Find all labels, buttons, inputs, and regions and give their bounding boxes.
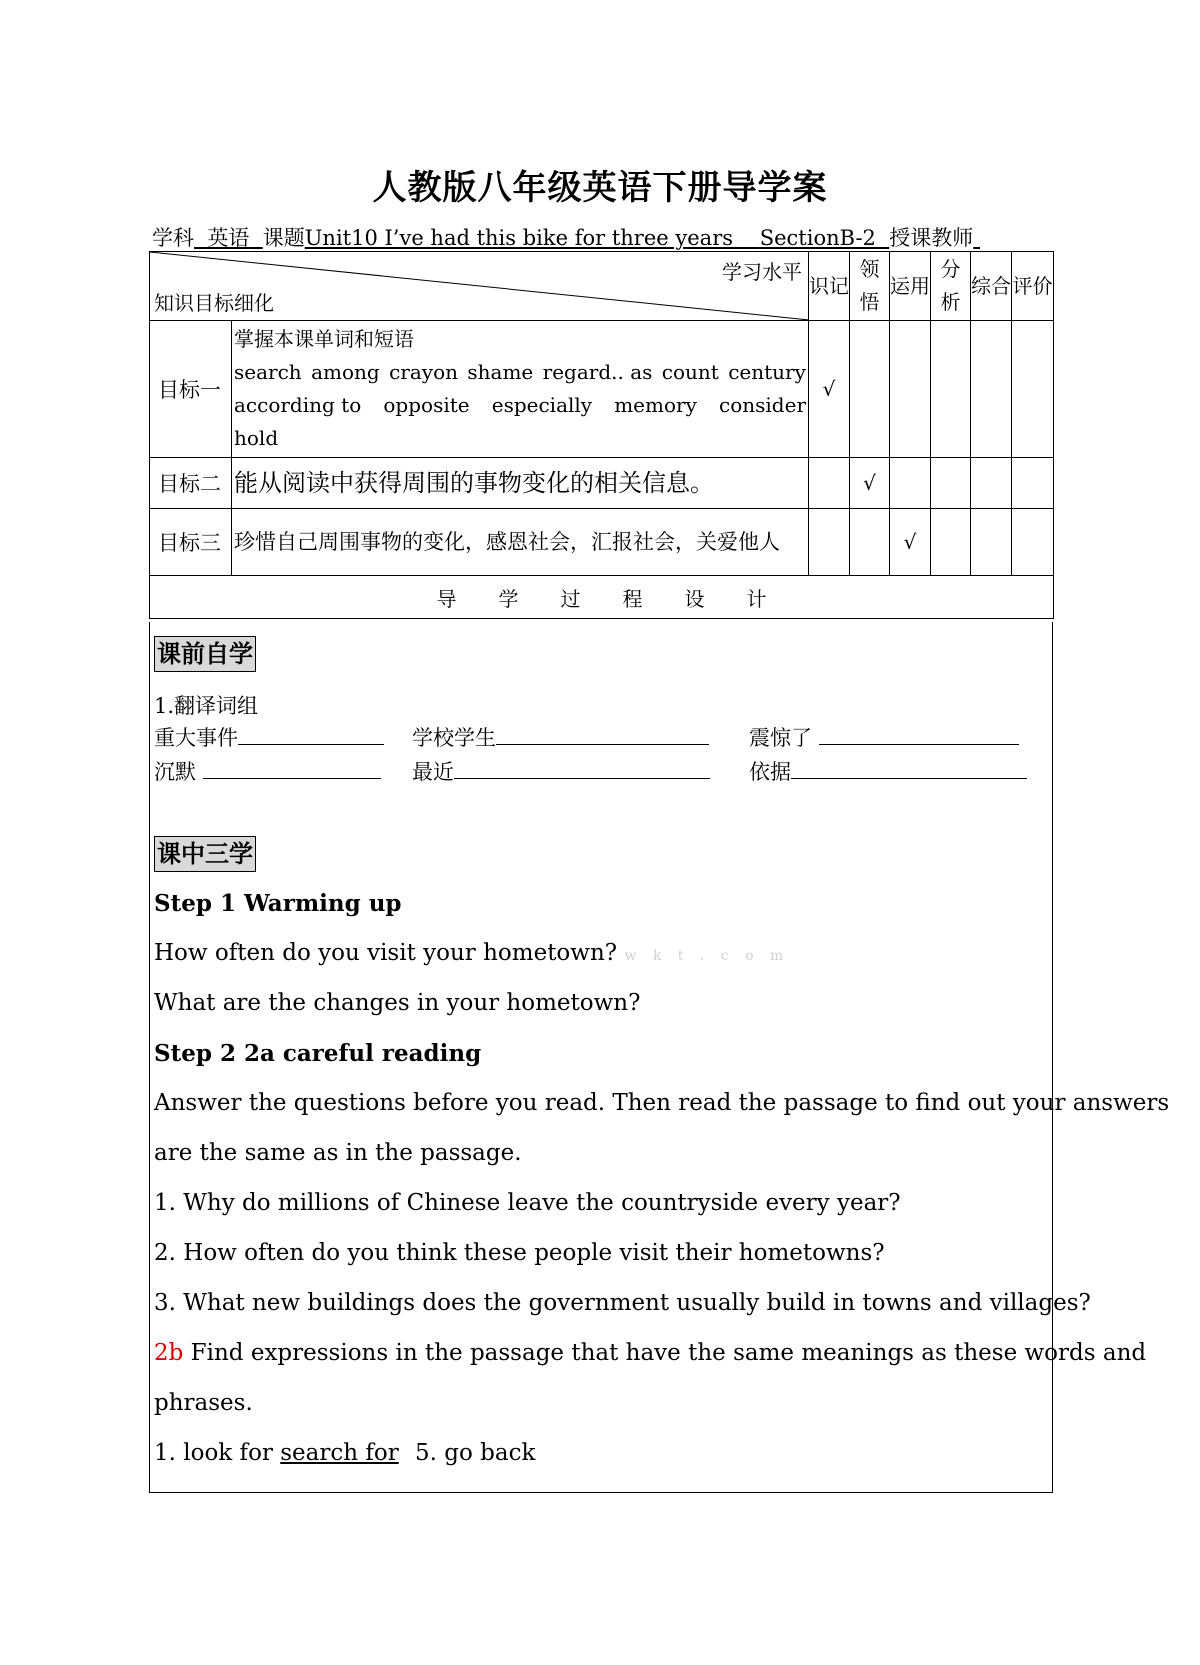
table-row xyxy=(150,458,1054,509)
table-row xyxy=(150,509,1054,576)
level-header: 运用 xyxy=(890,252,931,321)
topic-label: 课题 xyxy=(262,226,305,250)
task-2b-instruction: 2b Find expressions in the passage that have the same meanings as these words and xyxy=(154,1340,1147,1366)
table-row xyxy=(150,321,1054,458)
reading-question: 3. What new buildings does the government usually build in towns and villages? xyxy=(154,1290,1091,1316)
level-header: 识记 xyxy=(809,252,850,321)
expression-item: 1. look for search for xyxy=(154,1440,399,1466)
vocab-line: hold xyxy=(234,426,279,450)
header-knowledge-goals: 知识目标细化 xyxy=(154,291,274,315)
goal-content: 珍惜自己周围事物的变化，感恩社会，汇报社会，关爱他人 xyxy=(232,509,809,576)
level-header: 评价 xyxy=(1012,252,1054,321)
table-header-row xyxy=(150,252,1054,321)
teacher-label: 授课教师 xyxy=(889,226,974,250)
topic-value: Unit10 I’ve had this bike for three years SectionB-2 xyxy=(304,226,876,250)
subject-label: 学科 xyxy=(152,226,194,250)
expression-item: 5. go back xyxy=(415,1440,536,1466)
goal-heading: 掌握本课单词和短语 xyxy=(234,327,414,351)
goal-content: 能从阅读中获得周围的事物变化的相关信息。 xyxy=(232,458,809,509)
pre-study-task: 1.翻译词组 xyxy=(154,694,259,718)
reading-instruction: Answer the questions before you read. Then read the passage to find out your answers xyxy=(154,1090,1170,1116)
translation-item: 依据 xyxy=(749,756,1027,786)
translation-item: 震惊了 xyxy=(749,722,1019,752)
page-title: 人教版八年级英语下册导学案 xyxy=(372,168,828,208)
header-learning-level: 学习水平 xyxy=(722,260,802,284)
task-2b-instruction: phrases. xyxy=(154,1390,253,1416)
watermark: w k t . c o m xyxy=(624,948,790,964)
table-row xyxy=(150,576,1054,619)
goals-table xyxy=(149,251,1054,619)
pre-study-heading: 课前自学 xyxy=(154,636,256,672)
warmup-question: How often do you visit your hometown? w k t . c o m xyxy=(154,940,790,966)
step2-heading: Step 2 2a careful reading xyxy=(154,1040,482,1067)
in-class-heading: 课中三学 xyxy=(154,836,256,872)
subject-value: 英语 xyxy=(207,226,250,250)
level-header: 综合 xyxy=(971,252,1012,321)
translation-item: 沉默 xyxy=(154,756,381,786)
reading-question: 1. Why do millions of Chinese leave the countryside every year? xyxy=(154,1190,901,1216)
goal-label: 目标二 xyxy=(150,458,232,509)
process-design-title: 导学过程设计 xyxy=(150,576,1054,619)
task-2b-tag: 2b xyxy=(154,1340,184,1366)
step1-heading: Step 1 Warming up xyxy=(154,890,402,917)
reading-instruction: are the same as in the passage. xyxy=(154,1140,522,1166)
translation-item: 重大事件 xyxy=(154,722,384,752)
goal-label: 目标三 xyxy=(150,509,232,576)
check-mark: √ xyxy=(890,509,931,576)
translation-item: 最近 xyxy=(412,756,710,786)
vocab-line: search among crayon shame regard.. as count century xyxy=(234,360,806,384)
translation-item: 学校学生 xyxy=(412,722,709,752)
diagonal-header xyxy=(150,252,809,321)
warmup-question: What are the changes in your hometown? xyxy=(154,990,641,1016)
goal-label: 目标一 xyxy=(150,321,232,458)
level-header: 分析 xyxy=(931,252,971,321)
level-header: 领悟 xyxy=(850,252,890,321)
goal-content xyxy=(232,321,809,458)
vocab-line: according to opposite especially memory consider xyxy=(234,393,806,417)
expression-answer: search for xyxy=(280,1440,399,1466)
check-mark: √ xyxy=(850,458,890,509)
check-mark: √ xyxy=(809,321,850,458)
guided-learning-section xyxy=(149,622,1170,1493)
reading-question: 2. How often do you think these people visit their hometowns? xyxy=(154,1240,885,1266)
lesson-meta xyxy=(152,222,980,252)
